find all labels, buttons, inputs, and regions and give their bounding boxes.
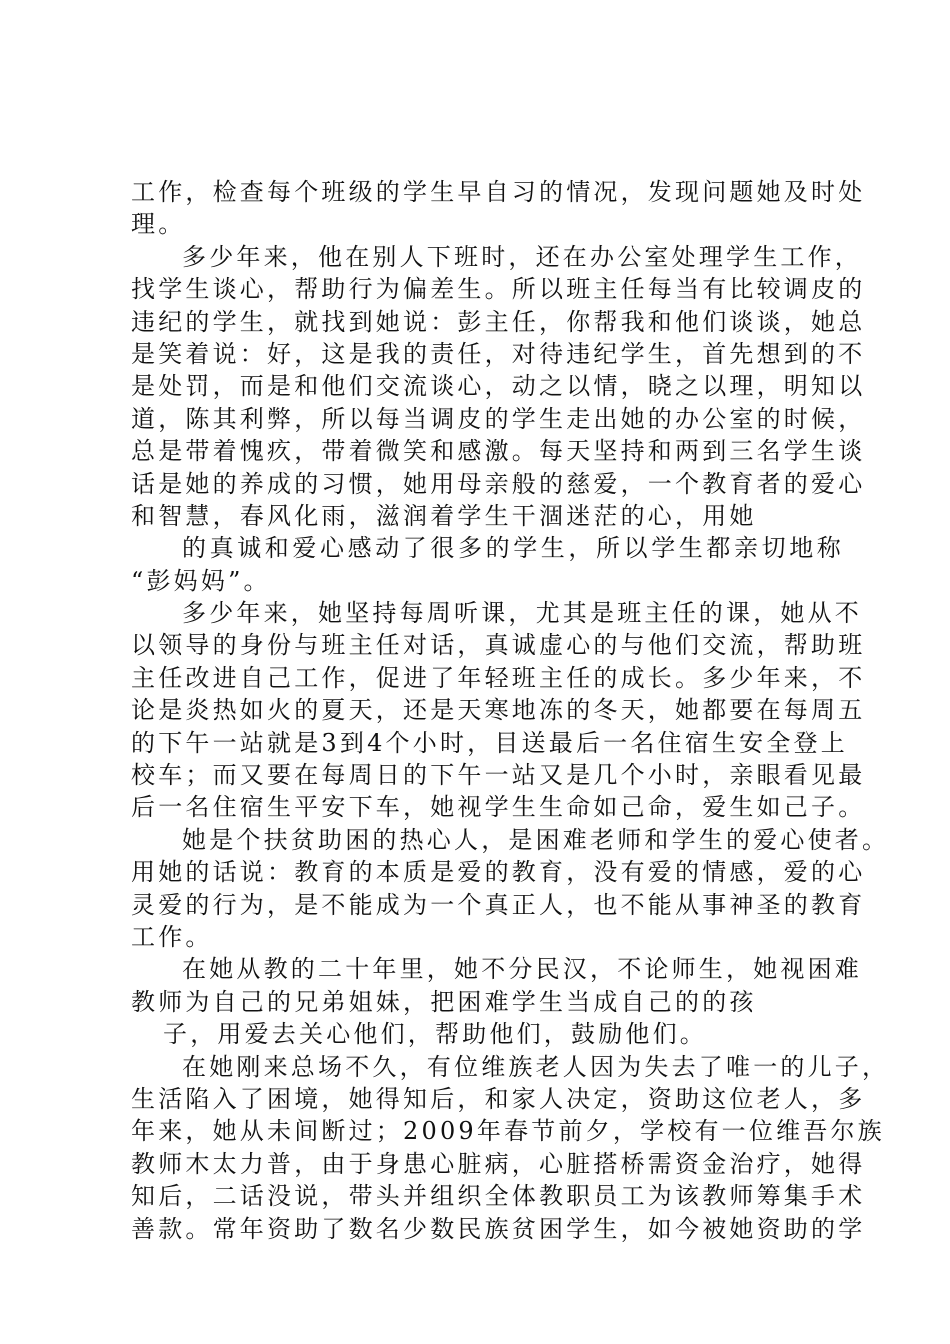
text-line: 的下午一站就是3到4个小时，目送最后一名住宿生安全登上 [131,728,848,757]
text-line: 理。 [131,210,186,239]
text-line: 是处罚，而是和他们交流谈心，动之以情，晓之以理，明知以 [131,372,866,401]
text-line: 和智慧，春风化雨，滋润着学生干涸迷茫的心，用她 [131,501,757,530]
text-line: 子，用爱去关心他们，帮助他们，鼓励他们。 [163,1020,707,1049]
text-line: 在她从教的二十年里，她不分民汉，不论师生，她视困难 [182,955,862,984]
text-line: 论是炎热如火的夏天，还是天寒地冻的冬天，她都要在每周五 [131,696,866,725]
text-line: 总是带着愧疚，带着微笑和感激。每天坚持和两到三名学生谈 [131,437,866,466]
text-line: 灵爱的行为，是不能成为一个真正人，也不能从事神圣的教育 [131,890,866,919]
text-line: 知后，二话没说，带头并组织全体教职员工为该教师筹集手术 [131,1182,866,1211]
text-line: 话是她的养成的习惯，她用母亲般的慈爱，一个教育者的爱心 [131,469,866,498]
text-line: 生活陷入了困境，她得知后，和家人决定，资助这位老人，多 [131,1084,866,1113]
text-line: 的真诚和爱心感动了很多的学生，所以学生都亲切地称 [182,534,845,563]
text-line: 违纪的学生，就找到她说：彭主任，你帮我和他们谈谈，她总 [131,307,866,336]
text-line: 她是个扶贫助困的热心人，是困难老师和学生的爱心使者。 [182,825,890,854]
text-line: 后一名住宿生平安下车，她视学生生命如己命，爱生如己子。 [131,793,866,822]
text-line: 多少年来，她坚持每周听课，尤其是班主任的课，她从不 [182,599,862,628]
text-line: 在她刚来总场不久，有位维族老人因为失去了唯一的儿子， [182,1052,890,1081]
text-line: 是笑着说：好，这是我的责任，对待违纪学生，首先想到的不 [131,339,866,368]
text-line: 以领导的身份与班主任对话，真诚虚心的与他们交流，帮助班 [131,631,866,660]
text-line: 教师为自己的兄弟姐妹，把困难学生当成自己的的孩 [131,987,757,1016]
text-line: 多少年来，他在别人下班时，还在办公室处理学生工作， [182,242,862,271]
text-line: 年来，她从未间断过；2009年春节前夕，学校有一位维吾尔族 [131,1117,885,1146]
text-line: 工作。 [131,922,213,951]
text-line: 善款。常年资助了数名少数民族贫困学生，如今被她资助的学 [131,1214,866,1243]
text-line: 校车；而又要在每周日的下午一站又是几个小时，亲眼看见最 [131,761,866,790]
text-line: 主任改进自己工作，促进了年轻班主任的成长。多少年来，不 [131,663,866,692]
text-line: 找学生谈心，帮助行为偏差生。所以班主任每当有比较调皮的 [131,275,866,304]
text-line: 工作，检查每个班级的学生早自习的情况，发现问题她及时处 [131,178,866,206]
text-line: 道，陈其利弊，所以每当调皮的学生走出她的办公室的时候， [131,404,866,433]
text-line: “彭妈妈”。 [131,566,271,595]
body-text [131,176,890,1245]
text-line: 教师木太力普，由于身患心脏病，心脏搭桥需资金治疗，她得 [131,1149,866,1178]
text-line: 用她的话说：教育的本质是爱的教育，没有爱的情感，爱的心 [131,858,866,887]
